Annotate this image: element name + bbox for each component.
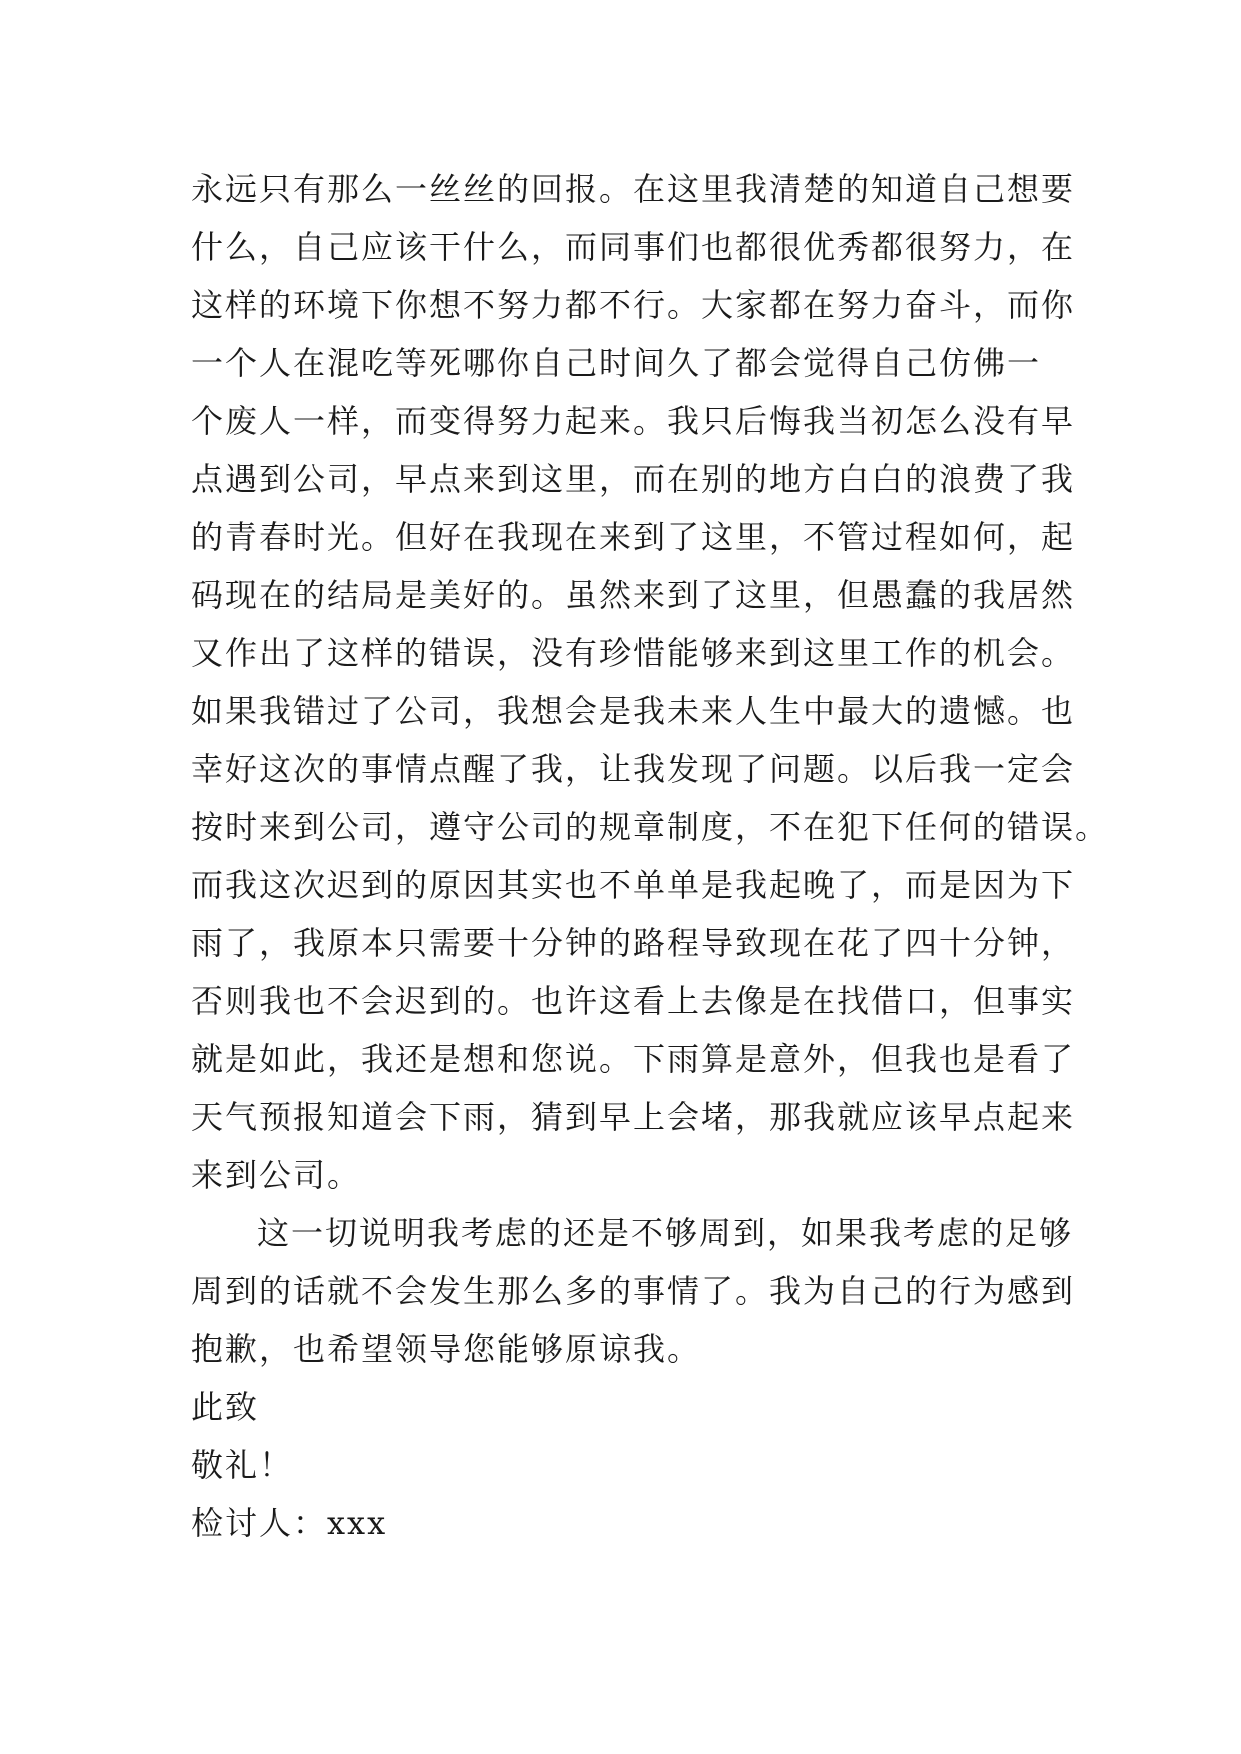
body-line: 幸好这次的事情点醒了我，让我发现了问题。以后我一定会 <box>191 750 1076 788</box>
body-line: 按时来到公司，遵守公司的规章制度，不在犯下任何的错误。 <box>191 808 1110 846</box>
body-line: 一个人在混吃等死哪你自己时间久了都会觉得自己仿佛一 <box>191 344 1042 382</box>
body-line: 的青春时光。但好在我现在来到了这里，不管过程如何，起 <box>191 518 1076 556</box>
body-line: 又作出了这样的错误，没有珍惜能够来到这里工作的机会。 <box>191 634 1076 672</box>
letter-text <box>191 160 1110 1552</box>
closing-paragraph-line: 这一切说明我考虑的还是不够周到，如果我考虑的足够 <box>257 1214 1074 1252</box>
regards: 敬礼！ <box>191 1446 294 1484</box>
body-line: 点遇到公司，早点来到这里，而在别的地方白白的浪费了我 <box>191 460 1076 498</box>
signature: 检讨人：xxx <box>191 1504 388 1542</box>
closing-paragraph-line: 抱歉，也希望领导您能够原谅我。 <box>191 1330 702 1368</box>
salutation: 此致 <box>191 1388 260 1426</box>
body-line: 什么，自己应该干什么，而同事们也都很优秀都很努力，在 <box>191 228 1076 266</box>
body-line: 天气预报知道会下雨，猜到早上会堵，那我就应该早点起来 <box>191 1098 1076 1136</box>
body-line: 就是如此，我还是想和您说。下雨算是意外，但我也是看了 <box>191 1040 1076 1078</box>
body-line: 个废人一样，而变得努力起来。我只后悔我当初怎么没有早 <box>191 402 1076 440</box>
closing-paragraph-line: 周到的话就不会发生那么多的事情了。我为自己的行为感到 <box>191 1272 1076 1310</box>
body-line: 永远只有那么一丝丝的回报。在这里我清楚的知道自己想要 <box>191 170 1076 208</box>
body-line: 而我这次迟到的原因其实也不单单是我起晚了，而是因为下 <box>191 866 1076 904</box>
body-line: 雨了，我原本只需要十分钟的路程导致现在花了四十分钟， <box>191 924 1076 962</box>
body-line: 来到公司。 <box>191 1156 362 1194</box>
body-line: 码现在的结局是美好的。虽然来到了这里，但愚蠢的我居然 <box>191 576 1076 614</box>
body-line: 如果我错过了公司，我想会是我未来人生中最大的遗憾。也 <box>191 692 1076 730</box>
body-line: 否则我也不会迟到的。也许这看上去像是在找借口，但事实 <box>191 982 1076 1020</box>
body-line: 这样的环境下你想不努力都不行。大家都在努力奋斗，而你 <box>191 286 1076 324</box>
